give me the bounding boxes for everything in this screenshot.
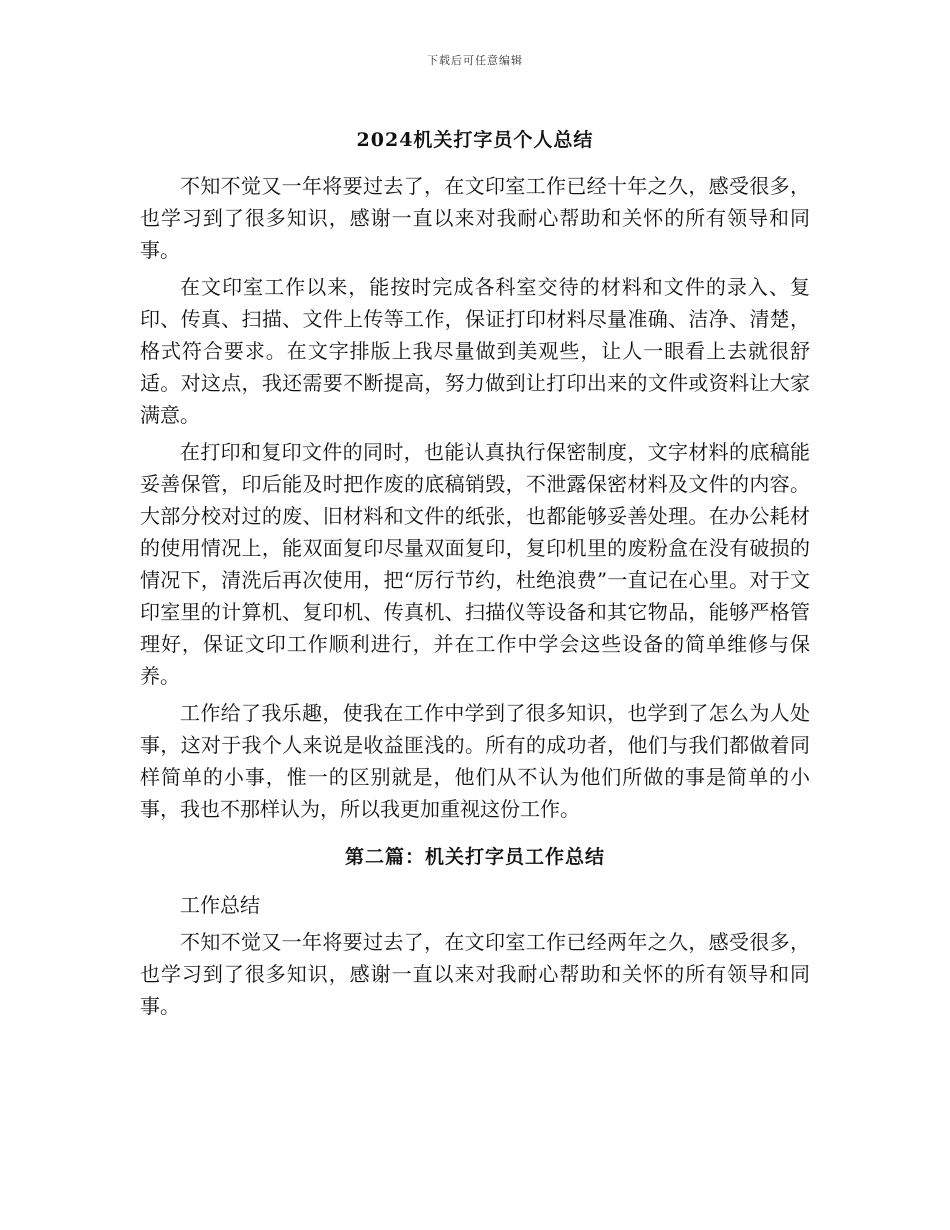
- section-2-title: 第二篇：机关打字员工作总结: [344, 846, 605, 868]
- body-paragraph-3: 在打印和复印文件的同时，也能认真执行保密制度，文字材料的底稿能妥善保管，印后能及时把作废的底稿销毁，不泄露保密材料及文件的内容。大部分校对过的废、旧材料和文件的纸张，也都能够妥善处理。在办公耗材的使用情况上，能双面复印尽量双面复印，复印机里的废粉盒在没有破损的情况下，清洗后再次使用，把“厉行节约，杜绝浪费”一直记在心里。对于文印室里的计算机、复印机、传真机、扫描仪等设备和其它物品，能够严格管理好，保证文印工作顺利进行，并在工作中学会这些设备的简单维修与保养。: [140, 440, 810, 688]
- body-paragraph-4: 工作给了我乐趣，使我在工作中学到了很多知识，也学到了怎么为人处事，这对于我个人来说是收益匪浅的。所有的成功者，他们与我们都做着同样简单的小事，惟一的区别就是，他们从不认为他们所做的事是简单的小事，我也不那样认为，所以我更加重视这份工作。: [140, 701, 810, 821]
- body-paragraph-2: 在文印室工作以来，能按时完成各科室交待的材料和文件的录入、复印、传真、扫描、文件上传等工作，保证打印材料尽量准确、洁净、清楚，格式符合要求。在文字排版上我尽量做到美观些，让人一眼看上去就很舒适。对这点，我还需要不断提高，努力做到让打印出来的文件或资料让大家满意。: [140, 275, 810, 427]
- section-2-label: 工作总结: [180, 893, 260, 917]
- header-note: 下载后可任意编辑: [427, 54, 523, 67]
- document-title: 2024机关打字员个人总结: [356, 129, 594, 151]
- document-body: [140, 170, 810, 1027]
- section-2-paragraph-1: 不知不觉又一年将要过去了，在文印室工作已经两年之久，感受很多，也学习到了很多知识，感谢一直以来对我耐心帮助和关怀的所有领导和同事。: [140, 930, 810, 1018]
- body-paragraph-1: 不知不觉又一年将要过去了，在文印室工作已经十年之久，感受很多，也学习到了很多知识，感谢一直以来对我耐心帮助和关怀的所有领导和同事。: [140, 174, 810, 262]
